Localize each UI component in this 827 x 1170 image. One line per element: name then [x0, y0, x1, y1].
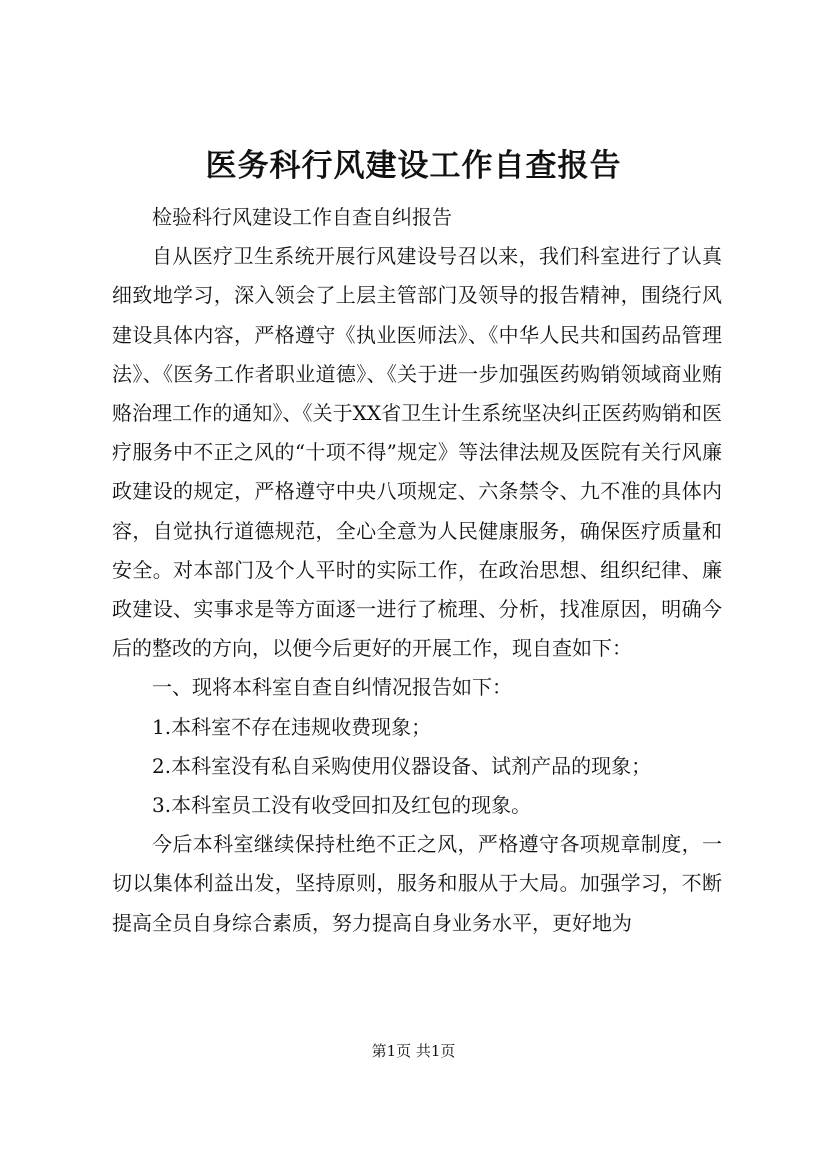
list-item: 3.本科室员工没有收受回扣及红包的现象。 — [152, 793, 532, 818]
document-body — [112, 198, 722, 943]
document-title: 医务科行风建设工作自查报告 — [205, 148, 622, 184]
list-item: 1.本科室不存在违规收费现象； — [152, 714, 432, 739]
closing-paragraph: 今后本科室继续保持杜绝不正之风，严格遵守各项规章制度，一切以集体利益出发，坚持原则，服务和服从于大局。加强学习，不断提高全员自身综合素质，努力提高自身业务水平，更好地为 — [112, 832, 722, 935]
list-item: 2.本科室没有私自采购使用仪器设备、试剂产品的现象； — [152, 753, 652, 778]
intro-paragraph: 自从医疗卫生系统开展行风建设号召以来，我们科室进行了认真细致地学习，深入领会了上层主管部门及领导的报告精神，围绕行风建设具体内容，严格遵守《执业医师法》、《中华人民共和国药品管理法》、《医务工作者职业道德》、《关于进一步加强医药购销领域商业贿赂治理工作的通知》、《关于XX省卫生计生系统坚决纠正医药购销和医疗服务中不正之风的“十项不得”规定》等法律法规及医院有关行风廉政建设的规定，严格遵守中央八项规定、六条禁令、九不准的具体内容，自觉执行道德规范，全心全意为人民健康服务，确保医疗质量和安全。对本部门及个人平时的实际工作，在政治思想、组织纪律、廉政建设、实事求是等方面逐一进行了梳理、分析，找准原因，明确今后的整改的方向，以便今后更好的开展工作，现自查如下： — [112, 244, 722, 661]
page-number-footer: 第1页 共1页 — [371, 1042, 456, 1060]
subtitle-paragraph: 检验科行风建设工作自查自纠报告 — [152, 205, 452, 229]
section-heading: 一、现将本科室自查自纠情况报告如下： — [152, 675, 512, 700]
